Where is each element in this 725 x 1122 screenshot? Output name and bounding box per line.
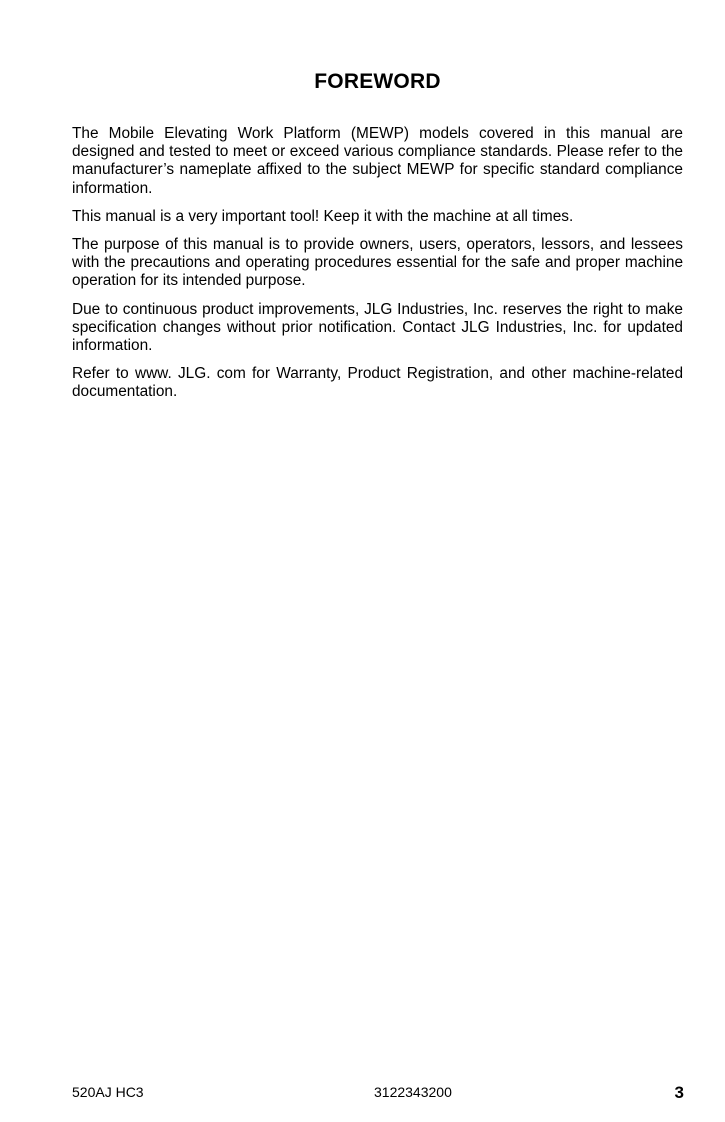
footer-page-number: 3 [674, 1083, 684, 1102]
paragraph-compliance: The Mobile Elevating Work Platform (MEWP) models covered in this manual are designed and tested to meet or exceed various compliance standards. Please refer to the manufacturer’s nameplate affixed to the subject MEWP for specific standard compliance information. [72, 125, 683, 197]
paragraph-website: Refer to www. JLG. com for Warranty, Product Registration, and other machine-related documentation. [72, 365, 683, 401]
paragraph-improvements: Due to continuous product improvements, JLG Industries, Inc. reserves the right to make specification changes without prior notification. Contact JLG Industries, Inc. for updated information. [72, 300, 683, 355]
footer-model: 520AJ HC3 [72, 1084, 144, 1100]
page-footer [0, 1083, 725, 1103]
paragraph-important-tool: This manual is a very important tool! Keep it with the machine at all times. [72, 207, 574, 225]
page-title: FOREWORD [314, 70, 441, 93]
paragraph-purpose: The purpose of this manual is to provide owners, users, operators, lessors, and lessees with the precautions and operating procedures essential for the safe and proper machine operation for its intended purpose. [72, 236, 683, 290]
footer-part-number: 3122343200 [374, 1084, 452, 1100]
foreword-body [72, 125, 683, 412]
